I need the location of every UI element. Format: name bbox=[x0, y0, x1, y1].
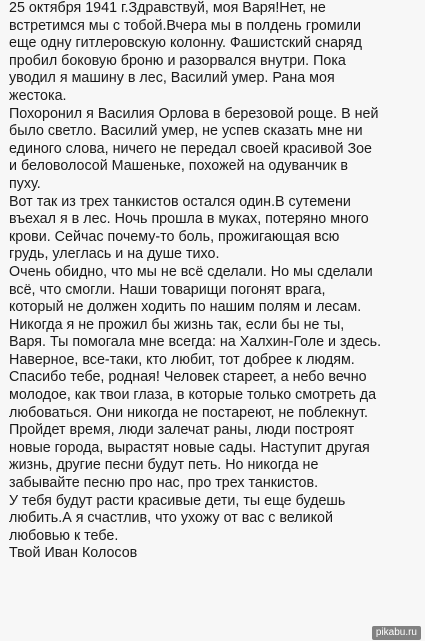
letter-line: еще одну гитлеровскую колонну. Фашистский снаряд bbox=[9, 35, 362, 52]
letter-line: крови. Сейчас почему-то боль, прожигающая всю bbox=[9, 228, 340, 245]
letter-text bbox=[9, 0, 421, 563]
letter-line: новые города, вырастят новые сады. Наступит другая bbox=[9, 439, 370, 456]
letter-line: забывайте песню про нас, про трех танкистов. bbox=[9, 475, 319, 492]
letter-line: Очень обидно, что мы не всё сделали. Но мы сделали bbox=[9, 263, 373, 280]
letter-line: единого слова, ничего не передал своей красивой Зое bbox=[9, 140, 372, 157]
letter-line: Пройдет время, люди залечат раны, люди построят bbox=[9, 422, 355, 439]
watermark: pikabu.ru bbox=[372, 626, 421, 640]
letter-line: и беловолосой Машеньке, похожей на одуванчик в bbox=[9, 158, 349, 175]
letter-line: Наверное, все-таки, кто любит, тот добрее к людям. bbox=[9, 351, 355, 368]
letter-line: У тебя будут расти красивые дети, ты еще будешь bbox=[9, 492, 346, 509]
letter-line: грудь, улеглась и на душе тихо. bbox=[9, 246, 220, 263]
letter-line: любовью к тебе. bbox=[9, 527, 119, 544]
letter-line: встретимся мы с тобой.Вчера мы в полдень громили bbox=[9, 17, 361, 34]
letter-line: жизнь, другие песни будут петь. Но никогда не bbox=[9, 457, 319, 474]
letter-signature: Твой Иван Колосов bbox=[9, 545, 138, 562]
letter-line: Никогда я не прожил бы жизнь так, если бы не ты, bbox=[9, 316, 345, 333]
letter-line: молодое, как твои глаза, в которые только смотреть да bbox=[9, 387, 377, 404]
letter-line: жестока. bbox=[9, 87, 67, 104]
letter-line: пробил боковую броню и разорвался внутри. Пока bbox=[9, 52, 346, 69]
letter-line: любоваться. Они никогда не постареют, не поблекнут. bbox=[9, 404, 368, 421]
letter-line: Похоронил я Василия Орлова в березовой роще. В ней bbox=[9, 105, 379, 122]
letter-line: Вот так из трех танкистов остался один.В сутемени bbox=[9, 193, 351, 210]
letter-line: въехал я в лес. Ночь прошла в муках, потеряно много bbox=[9, 211, 369, 228]
letter-line: Спасибо тебе, родная! Человек стареет, а небо вечно bbox=[9, 369, 367, 386]
letter-line: Варя. Ты помогала мне всегда: на Халхин-Голе и здесь. bbox=[9, 334, 382, 351]
letter-line: было светло. Василий умер, не успев сказать мне ни bbox=[9, 123, 363, 140]
letter-line: любить.А я счастлив, что ухожу от вас с великой bbox=[9, 510, 333, 527]
letter-line: уводил я машину в лес, Василий умер. Рана моя bbox=[9, 70, 335, 87]
letter-line: 25 октября 1941 г.Здравствуй, моя Варя!Нет, не bbox=[9, 0, 326, 16]
letter-line: всё, что смогли. Наши товарищи погонят врага, bbox=[9, 281, 326, 298]
letter-line: пуху. bbox=[9, 175, 41, 192]
letter-line: который не должен ходить по нашим полям и лесам. bbox=[9, 299, 362, 316]
